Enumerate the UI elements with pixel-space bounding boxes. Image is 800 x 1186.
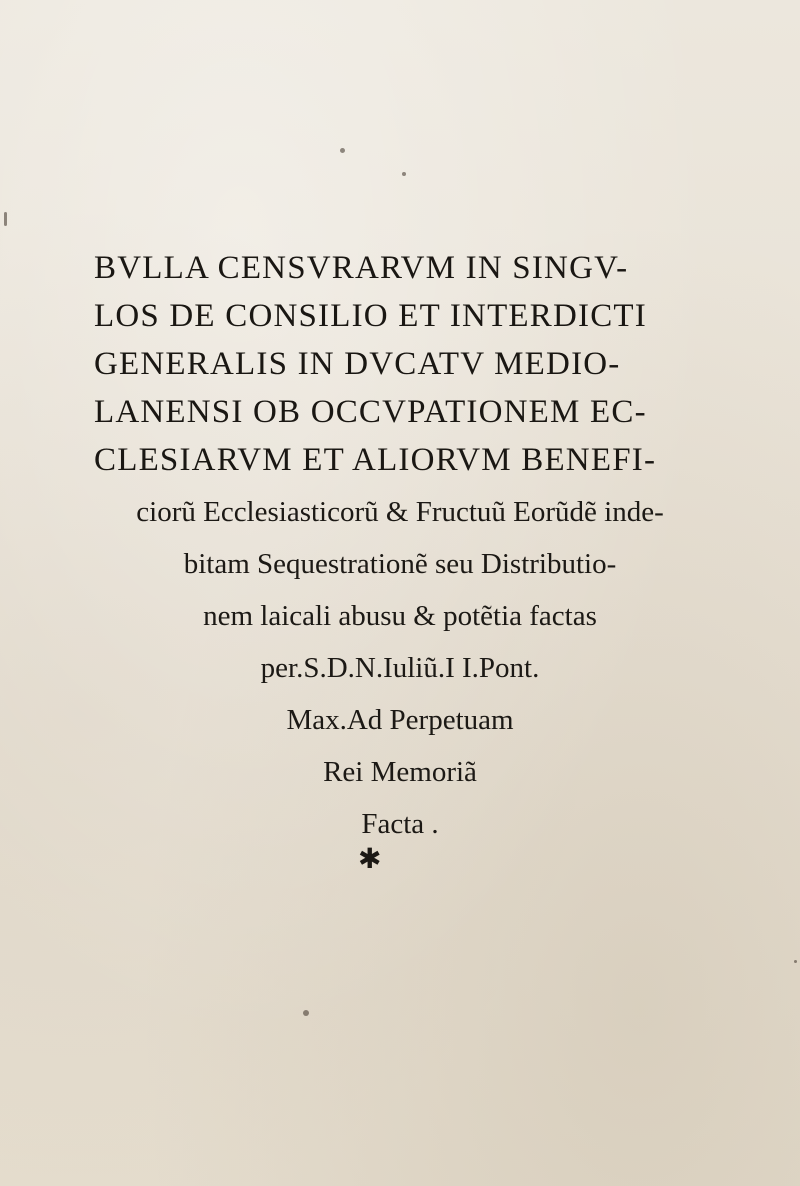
ink-speck — [4, 212, 7, 226]
asterisk-ornament-icon: ✱ — [358, 844, 382, 875]
title-lower-line: Max.Ad Perpetuam — [286, 704, 514, 736]
title-lowercase-block — [0, 486, 800, 850]
title-lower-line: nem laicali abusu & potẽtia factas — [203, 600, 597, 632]
bleed-through-texture — [110, 60, 730, 93]
title-caps-line: LANENSI OB OCCVPATIONEM EC- — [94, 394, 647, 430]
ink-speck — [303, 1010, 309, 1016]
title-caps-line: CLESIARVM ET ALIORVM BENEFI- — [94, 442, 657, 478]
title-caps-line: BVLLA CENSVRARVM IN SINGV- — [94, 250, 629, 286]
title-lower-line: per.S.D.N.Iuliũ.I I.Pont. — [260, 652, 540, 684]
title-lower-line: bitam Sequestrationẽ seu Distributio- — [183, 548, 617, 580]
title-caps-line: GENERALIS IN DVCATV MEDIO- — [94, 346, 621, 382]
title-lower-line: Facta . — [361, 808, 439, 840]
title-caps-block — [94, 244, 714, 484]
ink-speck — [794, 960, 797, 963]
title-lower-line: ciorũ Ecclesiasticorũ & Fructuũ Eorũdẽ inde- — [136, 496, 664, 528]
title-lower-line: Rei Memoriã — [323, 756, 477, 788]
ink-speck — [340, 148, 345, 153]
ink-speck — [402, 172, 406, 176]
title-caps-line: LOS DE CONSILIO ET INTERDICTI — [94, 298, 647, 334]
